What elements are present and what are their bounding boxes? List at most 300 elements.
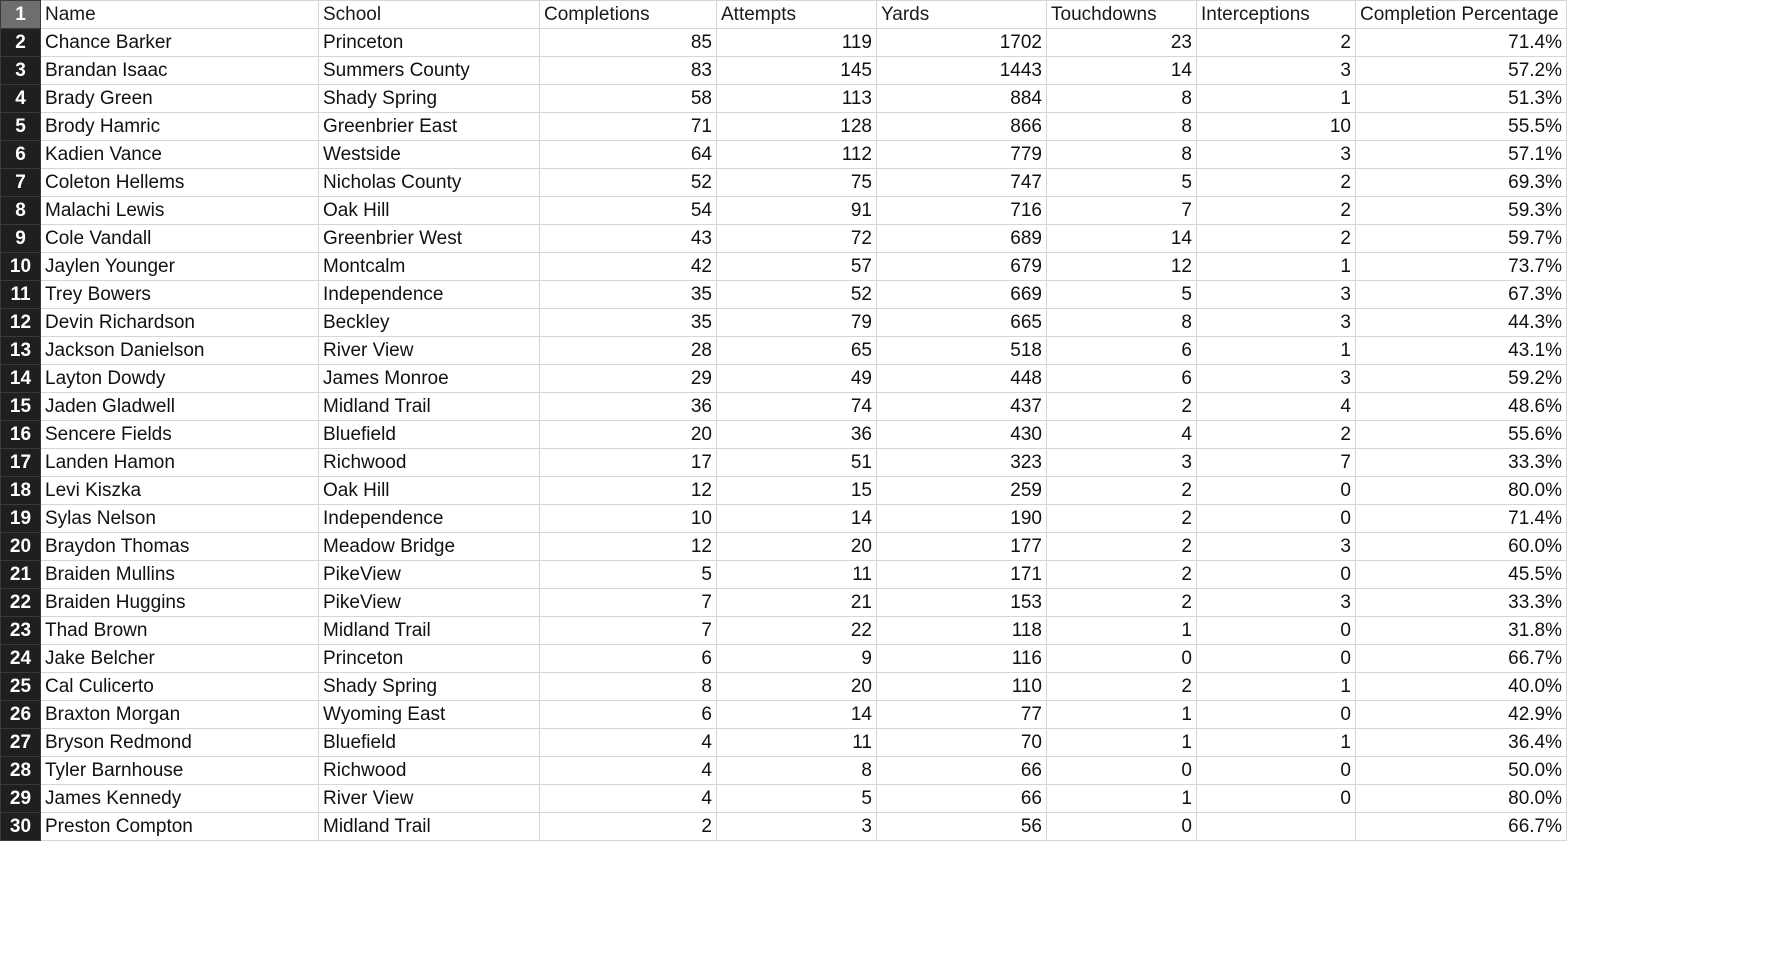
- cell-yards[interactable]: 171: [877, 561, 1047, 589]
- cell-completion-percentage[interactable]: 71.4%: [1356, 505, 1567, 533]
- cell-completion-percentage[interactable]: 43.1%: [1356, 337, 1567, 365]
- table-row: [1, 169, 1567, 197]
- cell-interceptions[interactable]: 3: [1197, 141, 1356, 169]
- cell-name[interactable]: Bryson Redmond: [41, 729, 319, 757]
- column-header-name[interactable]: Name: [41, 1, 319, 29]
- row-number[interactable]: 16: [1, 421, 41, 449]
- table-row: [1, 757, 1567, 785]
- cell-completion-percentage[interactable]: 36.4%: [1356, 729, 1567, 757]
- cell-school[interactable]: Wyoming East: [319, 701, 540, 729]
- cell-interceptions[interactable]: 1: [1197, 85, 1356, 113]
- cell-school[interactable]: James Monroe: [319, 365, 540, 393]
- cell-attempts[interactable]: 91: [717, 197, 877, 225]
- cell-school[interactable]: Shady Spring: [319, 673, 540, 701]
- cell-interceptions[interactable]: 2: [1197, 197, 1356, 225]
- cell-touchdowns[interactable]: 5: [1047, 281, 1197, 309]
- cell-interceptions[interactable]: 4: [1197, 393, 1356, 421]
- cell-name[interactable]: Jaden Gladwell: [41, 393, 319, 421]
- table-row: [1, 813, 1567, 841]
- cell-interceptions[interactable]: 2: [1197, 29, 1356, 57]
- row-number[interactable]: 1: [1, 1, 41, 29]
- row-number[interactable]: 24: [1, 645, 41, 673]
- cell-completions[interactable]: 5: [540, 561, 717, 589]
- cell-school[interactable]: Princeton: [319, 645, 540, 673]
- cell-school[interactable]: Richwood: [319, 757, 540, 785]
- table-row: [1, 701, 1567, 729]
- cell-completions[interactable]: 12: [540, 477, 717, 505]
- cell-yards[interactable]: 747: [877, 169, 1047, 197]
- cell-school[interactable]: Bluefield: [319, 421, 540, 449]
- cell-attempts[interactable]: 36: [717, 421, 877, 449]
- cell-yards[interactable]: 177: [877, 533, 1047, 561]
- cell-touchdowns[interactable]: 12: [1047, 253, 1197, 281]
- cell-yards[interactable]: 884: [877, 85, 1047, 113]
- cell-completion-percentage[interactable]: 57.2%: [1356, 57, 1567, 85]
- cell-touchdowns[interactable]: 0: [1047, 813, 1197, 841]
- cell-name[interactable]: Kadien Vance: [41, 141, 319, 169]
- cell-touchdowns[interactable]: 2: [1047, 561, 1197, 589]
- row-number[interactable]: 2: [1, 29, 41, 57]
- cell-attempts[interactable]: 79: [717, 309, 877, 337]
- cell-interceptions[interactable]: 1: [1197, 337, 1356, 365]
- cell-yards[interactable]: 518: [877, 337, 1047, 365]
- cell-completions[interactable]: 64: [540, 141, 717, 169]
- cell-completion-percentage[interactable]: 66.7%: [1356, 645, 1567, 673]
- cell-completions[interactable]: 20: [540, 421, 717, 449]
- row-number[interactable]: 19: [1, 505, 41, 533]
- cell-completion-percentage[interactable]: 31.8%: [1356, 617, 1567, 645]
- cell-school[interactable]: PikeView: [319, 561, 540, 589]
- table-row: [1, 729, 1567, 757]
- cell-yards[interactable]: 437: [877, 393, 1047, 421]
- row-number[interactable]: 4: [1, 85, 41, 113]
- cell-completion-percentage[interactable]: 73.7%: [1356, 253, 1567, 281]
- cell-completion-percentage[interactable]: 51.3%: [1356, 85, 1567, 113]
- cell-interceptions[interactable]: 3: [1197, 281, 1356, 309]
- cell-school[interactable]: River View: [319, 337, 540, 365]
- cell-attempts[interactable]: 113: [717, 85, 877, 113]
- cell-name[interactable]: Levi Kiszka: [41, 477, 319, 505]
- cell-completion-percentage[interactable]: 59.3%: [1356, 197, 1567, 225]
- cell-completion-percentage[interactable]: 80.0%: [1356, 785, 1567, 813]
- cell-completions[interactable]: 4: [540, 729, 717, 757]
- cell-name[interactable]: James Kennedy: [41, 785, 319, 813]
- cell-school[interactable]: Independence: [319, 505, 540, 533]
- table-row: [1, 57, 1567, 85]
- table-row: [1, 365, 1567, 393]
- cell-attempts[interactable]: 8: [717, 757, 877, 785]
- cell-completions[interactable]: 7: [540, 589, 717, 617]
- header-row: [1, 1, 1567, 29]
- cell-completions[interactable]: 6: [540, 701, 717, 729]
- cell-touchdowns[interactable]: 2: [1047, 533, 1197, 561]
- cell-interceptions[interactable]: 3: [1197, 533, 1356, 561]
- cell-school[interactable]: Midland Trail: [319, 617, 540, 645]
- row-number[interactable]: 9: [1, 225, 41, 253]
- cell-school[interactable]: Independence: [319, 281, 540, 309]
- row-number[interactable]: 15: [1, 393, 41, 421]
- cell-attempts[interactable]: 3: [717, 813, 877, 841]
- table-row: [1, 533, 1567, 561]
- cell-attempts[interactable]: 65: [717, 337, 877, 365]
- cell-attempts[interactable]: 57: [717, 253, 877, 281]
- table-row: [1, 393, 1567, 421]
- cell-completions[interactable]: 83: [540, 57, 717, 85]
- table-row: [1, 589, 1567, 617]
- cell-yards[interactable]: 56: [877, 813, 1047, 841]
- cell-name[interactable]: Layton Dowdy: [41, 365, 319, 393]
- cell-completion-percentage[interactable]: 44.3%: [1356, 309, 1567, 337]
- cell-completions[interactable]: 4: [540, 757, 717, 785]
- cell-completions[interactable]: 52: [540, 169, 717, 197]
- cell-attempts[interactable]: 75: [717, 169, 877, 197]
- cell-interceptions[interactable]: 0: [1197, 757, 1356, 785]
- cell-attempts[interactable]: 15: [717, 477, 877, 505]
- cell-yards[interactable]: 116: [877, 645, 1047, 673]
- cell-interceptions[interactable]: 0: [1197, 617, 1356, 645]
- cell-touchdowns[interactable]: 5: [1047, 169, 1197, 197]
- row-number[interactable]: 23: [1, 617, 41, 645]
- cell-touchdowns[interactable]: 14: [1047, 225, 1197, 253]
- row-number[interactable]: 3: [1, 57, 41, 85]
- row-number[interactable]: 7: [1, 169, 41, 197]
- column-header-yards[interactable]: Yards: [877, 1, 1047, 29]
- cell-attempts[interactable]: 72: [717, 225, 877, 253]
- cell-yards[interactable]: 1702: [877, 29, 1047, 57]
- cell-touchdowns[interactable]: 1: [1047, 701, 1197, 729]
- cell-attempts[interactable]: 14: [717, 505, 877, 533]
- cell-interceptions[interactable]: 3: [1197, 57, 1356, 85]
- row-number[interactable]: 25: [1, 673, 41, 701]
- cell-yards[interactable]: 110: [877, 673, 1047, 701]
- cell-school[interactable]: Midland Trail: [319, 393, 540, 421]
- cell-touchdowns[interactable]: 8: [1047, 309, 1197, 337]
- cell-interceptions[interactable]: 0: [1197, 505, 1356, 533]
- table-row: [1, 505, 1567, 533]
- table-row: [1, 309, 1567, 337]
- cell-touchdowns[interactable]: 0: [1047, 757, 1197, 785]
- cell-completions[interactable]: 28: [540, 337, 717, 365]
- cell-interceptions[interactable]: 1: [1197, 729, 1356, 757]
- cell-completion-percentage[interactable]: 71.4%: [1356, 29, 1567, 57]
- cell-interceptions[interactable]: 0: [1197, 477, 1356, 505]
- cell-yards[interactable]: 190: [877, 505, 1047, 533]
- cell-attempts[interactable]: 21: [717, 589, 877, 617]
- cell-yards[interactable]: 448: [877, 365, 1047, 393]
- cell-name[interactable]: Landen Hamon: [41, 449, 319, 477]
- cell-yards[interactable]: 118: [877, 617, 1047, 645]
- row-number[interactable]: 28: [1, 757, 41, 785]
- cell-touchdowns[interactable]: 7: [1047, 197, 1197, 225]
- cell-touchdowns[interactable]: 2: [1047, 505, 1197, 533]
- cell-completions[interactable]: 35: [540, 309, 717, 337]
- cell-yards[interactable]: 779: [877, 141, 1047, 169]
- cell-name[interactable]: Braiden Huggins: [41, 589, 319, 617]
- cell-touchdowns[interactable]: 2: [1047, 477, 1197, 505]
- cell-name[interactable]: Braxton Morgan: [41, 701, 319, 729]
- cell-yards[interactable]: 669: [877, 281, 1047, 309]
- cell-yards[interactable]: 679: [877, 253, 1047, 281]
- cell-yards[interactable]: 77: [877, 701, 1047, 729]
- cell-attempts[interactable]: 5: [717, 785, 877, 813]
- cell-name[interactable]: Devin Richardson: [41, 309, 319, 337]
- table-row: [1, 477, 1567, 505]
- cell-completion-percentage[interactable]: 33.3%: [1356, 449, 1567, 477]
- cell-name[interactable]: Malachi Lewis: [41, 197, 319, 225]
- row-number[interactable]: 26: [1, 701, 41, 729]
- cell-completion-percentage[interactable]: 55.6%: [1356, 421, 1567, 449]
- table-row: [1, 617, 1567, 645]
- cell-interceptions[interactable]: 1: [1197, 253, 1356, 281]
- cell-name[interactable]: Brody Hamric: [41, 113, 319, 141]
- cell-interceptions[interactable]: 3: [1197, 365, 1356, 393]
- cell-touchdowns[interactable]: 8: [1047, 85, 1197, 113]
- cell-interceptions[interactable]: 0: [1197, 701, 1356, 729]
- cell-completions[interactable]: 85: [540, 29, 717, 57]
- table-row: [1, 337, 1567, 365]
- cell-completion-percentage[interactable]: 33.3%: [1356, 589, 1567, 617]
- cell-attempts[interactable]: 119: [717, 29, 877, 57]
- cell-interceptions[interactable]: 1: [1197, 673, 1356, 701]
- cell-yards[interactable]: 665: [877, 309, 1047, 337]
- cell-name[interactable]: Preston Compton: [41, 813, 319, 841]
- cell-school[interactable]: Greenbrier West: [319, 225, 540, 253]
- cell-completions[interactable]: 43: [540, 225, 717, 253]
- cell-touchdowns[interactable]: 1: [1047, 785, 1197, 813]
- cell-completions[interactable]: 7: [540, 617, 717, 645]
- cell-touchdowns[interactable]: 0: [1047, 645, 1197, 673]
- cell-name[interactable]: Thad Brown: [41, 617, 319, 645]
- cell-attempts[interactable]: 11: [717, 729, 877, 757]
- cell-name[interactable]: Cal Culicerto: [41, 673, 319, 701]
- cell-completion-percentage[interactable]: 48.6%: [1356, 393, 1567, 421]
- cell-completions[interactable]: 58: [540, 85, 717, 113]
- cell-interceptions[interactable]: 0: [1197, 561, 1356, 589]
- cell-touchdowns[interactable]: 2: [1047, 589, 1197, 617]
- cell-completion-percentage[interactable]: 67.3%: [1356, 281, 1567, 309]
- cell-attempts[interactable]: 51: [717, 449, 877, 477]
- cell-touchdowns[interactable]: 2: [1047, 673, 1197, 701]
- column-header-completions[interactable]: Completions: [540, 1, 717, 29]
- row-number[interactable]: 30: [1, 813, 41, 841]
- cell-interceptions[interactable]: [1197, 813, 1356, 841]
- row-number[interactable]: 29: [1, 785, 41, 813]
- cell-completion-percentage[interactable]: 60.0%: [1356, 533, 1567, 561]
- cell-yards[interactable]: 716: [877, 197, 1047, 225]
- cell-yards[interactable]: 430: [877, 421, 1047, 449]
- table-row: [1, 785, 1567, 813]
- row-number[interactable]: 6: [1, 141, 41, 169]
- cell-completion-percentage[interactable]: 42.9%: [1356, 701, 1567, 729]
- column-header-interceptions[interactable]: Interceptions: [1197, 1, 1356, 29]
- cell-name[interactable]: Jackson Danielson: [41, 337, 319, 365]
- cell-school[interactable]: Oak Hill: [319, 477, 540, 505]
- cell-completion-percentage[interactable]: 45.5%: [1356, 561, 1567, 589]
- cell-touchdowns[interactable]: 4: [1047, 421, 1197, 449]
- cell-yards[interactable]: 866: [877, 113, 1047, 141]
- cell-attempts[interactable]: 74: [717, 393, 877, 421]
- cell-completion-percentage[interactable]: 59.7%: [1356, 225, 1567, 253]
- row-number[interactable]: 12: [1, 309, 41, 337]
- cell-completions[interactable]: 4: [540, 785, 717, 813]
- cell-completions[interactable]: 42: [540, 253, 717, 281]
- cell-attempts[interactable]: 52: [717, 281, 877, 309]
- cell-completion-percentage[interactable]: 80.0%: [1356, 477, 1567, 505]
- cell-school[interactable]: Meadow Bridge: [319, 533, 540, 561]
- table-row: [1, 85, 1567, 113]
- table-row: [1, 561, 1567, 589]
- row-number[interactable]: 18: [1, 477, 41, 505]
- cell-school[interactable]: Nicholas County: [319, 169, 540, 197]
- cell-interceptions[interactable]: 10: [1197, 113, 1356, 141]
- cell-completions[interactable]: 17: [540, 449, 717, 477]
- cell-completion-percentage[interactable]: 40.0%: [1356, 673, 1567, 701]
- cell-school[interactable]: Princeton: [319, 29, 540, 57]
- cell-name[interactable]: Sencere Fields: [41, 421, 319, 449]
- table-row: [1, 197, 1567, 225]
- row-number[interactable]: 8: [1, 197, 41, 225]
- column-header-school[interactable]: School: [319, 1, 540, 29]
- table-row: [1, 673, 1567, 701]
- cell-interceptions[interactable]: 3: [1197, 309, 1356, 337]
- cell-completion-percentage[interactable]: 57.1%: [1356, 141, 1567, 169]
- cell-attempts[interactable]: 49: [717, 365, 877, 393]
- cell-yards[interactable]: 70: [877, 729, 1047, 757]
- table-row: [1, 29, 1567, 57]
- cell-attempts[interactable]: 20: [717, 673, 877, 701]
- cell-yards[interactable]: 66: [877, 757, 1047, 785]
- row-number[interactable]: 11: [1, 281, 41, 309]
- cell-name[interactable]: Chance Barker: [41, 29, 319, 57]
- cell-completion-percentage[interactable]: 50.0%: [1356, 757, 1567, 785]
- cell-completions[interactable]: 2: [540, 813, 717, 841]
- cell-school[interactable]: Montcalm: [319, 253, 540, 281]
- cell-name[interactable]: Cole Vandall: [41, 225, 319, 253]
- cell-completions[interactable]: 8: [540, 673, 717, 701]
- row-number[interactable]: 10: [1, 253, 41, 281]
- table-row: [1, 113, 1567, 141]
- table-row: [1, 225, 1567, 253]
- cell-interceptions[interactable]: 2: [1197, 169, 1356, 197]
- cell-name[interactable]: Jake Belcher: [41, 645, 319, 673]
- cell-completion-percentage[interactable]: 55.5%: [1356, 113, 1567, 141]
- cell-name[interactable]: Trey Bowers: [41, 281, 319, 309]
- table-row: [1, 449, 1567, 477]
- cell-attempts[interactable]: 128: [717, 113, 877, 141]
- cell-name[interactable]: Brandan Isaac: [41, 57, 319, 85]
- row-number[interactable]: 22: [1, 589, 41, 617]
- cell-school[interactable]: PikeView: [319, 589, 540, 617]
- cell-school[interactable]: River View: [319, 785, 540, 813]
- cell-touchdowns[interactable]: 6: [1047, 337, 1197, 365]
- cell-yards[interactable]: 259: [877, 477, 1047, 505]
- cell-attempts[interactable]: 9: [717, 645, 877, 673]
- cell-interceptions[interactable]: 2: [1197, 421, 1356, 449]
- cell-completion-percentage[interactable]: 66.7%: [1356, 813, 1567, 841]
- row-number[interactable]: 17: [1, 449, 41, 477]
- cell-interceptions[interactable]: 3: [1197, 589, 1356, 617]
- row-number[interactable]: 5: [1, 113, 41, 141]
- cell-school[interactable]: Midland Trail: [319, 813, 540, 841]
- table-row: [1, 253, 1567, 281]
- cell-yards[interactable]: 153: [877, 589, 1047, 617]
- table-row: [1, 281, 1567, 309]
- cell-touchdowns[interactable]: 23: [1047, 29, 1197, 57]
- cell-completions[interactable]: 36: [540, 393, 717, 421]
- cell-completions[interactable]: 12: [540, 533, 717, 561]
- cell-interceptions[interactable]: 0: [1197, 645, 1356, 673]
- table-row: [1, 421, 1567, 449]
- cell-name[interactable]: Jaylen Younger: [41, 253, 319, 281]
- cell-name[interactable]: Brady Green: [41, 85, 319, 113]
- cell-attempts[interactable]: 20: [717, 533, 877, 561]
- cell-completions[interactable]: 71: [540, 113, 717, 141]
- cell-attempts[interactable]: 11: [717, 561, 877, 589]
- cell-touchdowns[interactable]: 1: [1047, 729, 1197, 757]
- row-number[interactable]: 20: [1, 533, 41, 561]
- cell-touchdowns[interactable]: 8: [1047, 141, 1197, 169]
- row-number[interactable]: 14: [1, 365, 41, 393]
- cell-yards[interactable]: 1443: [877, 57, 1047, 85]
- cell-name[interactable]: Braiden Mullins: [41, 561, 319, 589]
- cell-yards[interactable]: 689: [877, 225, 1047, 253]
- cell-completions[interactable]: 54: [540, 197, 717, 225]
- cell-school[interactable]: Oak Hill: [319, 197, 540, 225]
- cell-touchdowns[interactable]: 3: [1047, 449, 1197, 477]
- cell-attempts[interactable]: 145: [717, 57, 877, 85]
- cell-yards[interactable]: 66: [877, 785, 1047, 813]
- cell-touchdowns[interactable]: 14: [1047, 57, 1197, 85]
- cell-attempts[interactable]: 112: [717, 141, 877, 169]
- column-header-attempts[interactable]: Attempts: [717, 1, 877, 29]
- table-row: [1, 645, 1567, 673]
- cell-touchdowns[interactable]: 2: [1047, 393, 1197, 421]
- row-number[interactable]: 13: [1, 337, 41, 365]
- row-number[interactable]: 21: [1, 561, 41, 589]
- cell-completions[interactable]: 29: [540, 365, 717, 393]
- cell-name[interactable]: Braydon Thomas: [41, 533, 319, 561]
- cell-touchdowns[interactable]: 8: [1047, 113, 1197, 141]
- cell-completions[interactable]: 6: [540, 645, 717, 673]
- cell-school[interactable]: Shady Spring: [319, 85, 540, 113]
- row-number[interactable]: 27: [1, 729, 41, 757]
- cell-completions[interactable]: 35: [540, 281, 717, 309]
- cell-school[interactable]: Summers County: [319, 57, 540, 85]
- cell-completion-percentage[interactable]: 69.3%: [1356, 169, 1567, 197]
- cell-touchdowns[interactable]: 6: [1047, 365, 1197, 393]
- column-header-touchdowns[interactable]: Touchdowns: [1047, 1, 1197, 29]
- cell-completions[interactable]: 10: [540, 505, 717, 533]
- cell-school[interactable]: Westside: [319, 141, 540, 169]
- cell-name[interactable]: Tyler Barnhouse: [41, 757, 319, 785]
- spreadsheet-body: [1, 1, 1567, 841]
- cell-school[interactable]: Beckley: [319, 309, 540, 337]
- cell-interceptions[interactable]: 0: [1197, 785, 1356, 813]
- cell-attempts[interactable]: 14: [717, 701, 877, 729]
- cell-attempts[interactable]: 22: [717, 617, 877, 645]
- cell-touchdowns[interactable]: 1: [1047, 617, 1197, 645]
- cell-name[interactable]: Coleton Hellems: [41, 169, 319, 197]
- cell-school[interactable]: Richwood: [319, 449, 540, 477]
- cell-name[interactable]: Sylas Nelson: [41, 505, 319, 533]
- cell-completion-percentage[interactable]: 59.2%: [1356, 365, 1567, 393]
- cell-school[interactable]: Bluefield: [319, 729, 540, 757]
- cell-school[interactable]: Greenbrier East: [319, 113, 540, 141]
- cell-interceptions[interactable]: 7: [1197, 449, 1356, 477]
- cell-interceptions[interactable]: 2: [1197, 225, 1356, 253]
- cell-yards[interactable]: 323: [877, 449, 1047, 477]
- column-header-completion-percentage[interactable]: Completion Percentage: [1356, 1, 1567, 29]
